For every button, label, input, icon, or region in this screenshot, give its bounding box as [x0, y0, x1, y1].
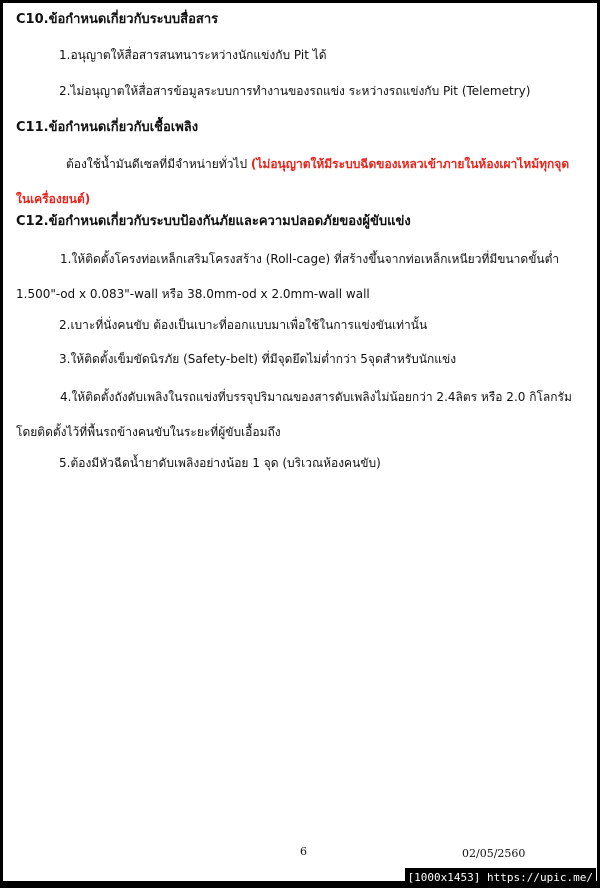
- c12-item-4: [16, 380, 582, 450]
- section-heading-c12: C12.ข้อกำหนดเกี่ยวกับระบบป้องกันภัยและความปลอดภัยของผู้ขับแข่ง: [16, 214, 411, 229]
- page-number: 6: [300, 845, 307, 858]
- document-date: 02/05/2560: [462, 847, 526, 860]
- c12-item-4-text: 4.ให้ติดตั้งถังดับเพลิงในรถแข่งที่บรรจุปริมาณของสารดับเพลิงไม่น้อยกว่า 2.4ลิตร หรือ 2.0 กิโลกรัม โดยติดตั้งไว้ที่พื้นรถข้างคนขับในระยะที่ผู้ขับเอื้อมถึง: [16, 390, 572, 439]
- c10-item-1: 1.อนุญาตให้สื่อสารสนทนาระหว่างนักแข่งกับ Pit ได้: [59, 48, 327, 62]
- c11-warning: (ไม่อนุญาตให้มีระบบฉีดของเหลวเข้าภายในห้องเผาไหม้ทุกจุดในเครื่องยนต์): [16, 157, 570, 206]
- c12-item-5: 5.ต้องมีหัวฉีดน้ำยาดับเพลิงอย่างน้อย 1 จุด (บริเวณห้องคนขับ): [59, 456, 381, 470]
- c11-text: ต้องใช้น้ำมันดีเซลที่มีจำหน่ายทั่วไป: [66, 157, 251, 171]
- document-page: [3, 3, 597, 881]
- section-heading-c11: C11.ข้อกำหนดเกี่ยวกับเชื้อเพลิง: [16, 120, 199, 135]
- c10-item-2: 2.ไม่อนุญาตให้สื่อสารข้อมูลระบบการทำงานของรถแข่ง ระหว่างรถแข่งกับ Pit (Telemetry): [59, 84, 531, 98]
- c12-item-2: 2.เบาะที่นั่งคนขับ ต้องเป็นเบาะที่ออกแบบมาเพื่อใช้ในการแข่งขันเท่านั้น: [59, 318, 428, 332]
- c12-item-3: 3.ให้ติดตั้งเข็มขัดนิรภัย (Safety-belt) ที่มีจุดยึดไม่ต่ำกว่า 5จุดสำหรับนักแข่ง: [59, 352, 457, 366]
- c12-item-1: [16, 242, 582, 312]
- section-heading-c10: C10.ข้อกำหนดเกี่ยวกับระบบสื่อสาร: [16, 12, 219, 27]
- c12-item-1-text: 1.ให้ติดตั้งโครงท่อเหล็กเสริมโครงสร้าง (Roll-cage) ที่สร้างขึ้นจากท่อเหล็กเหนียวที่มีขนาดขั้นต่ำ 1.500"-od x 0.083"-wall หรือ 38.0mm-od x 2.0mm-wall wall: [16, 252, 560, 301]
- c11-paragraph: [16, 147, 576, 217]
- upload-watermark: [1000x1453] https://upic.me/: [405, 868, 596, 888]
